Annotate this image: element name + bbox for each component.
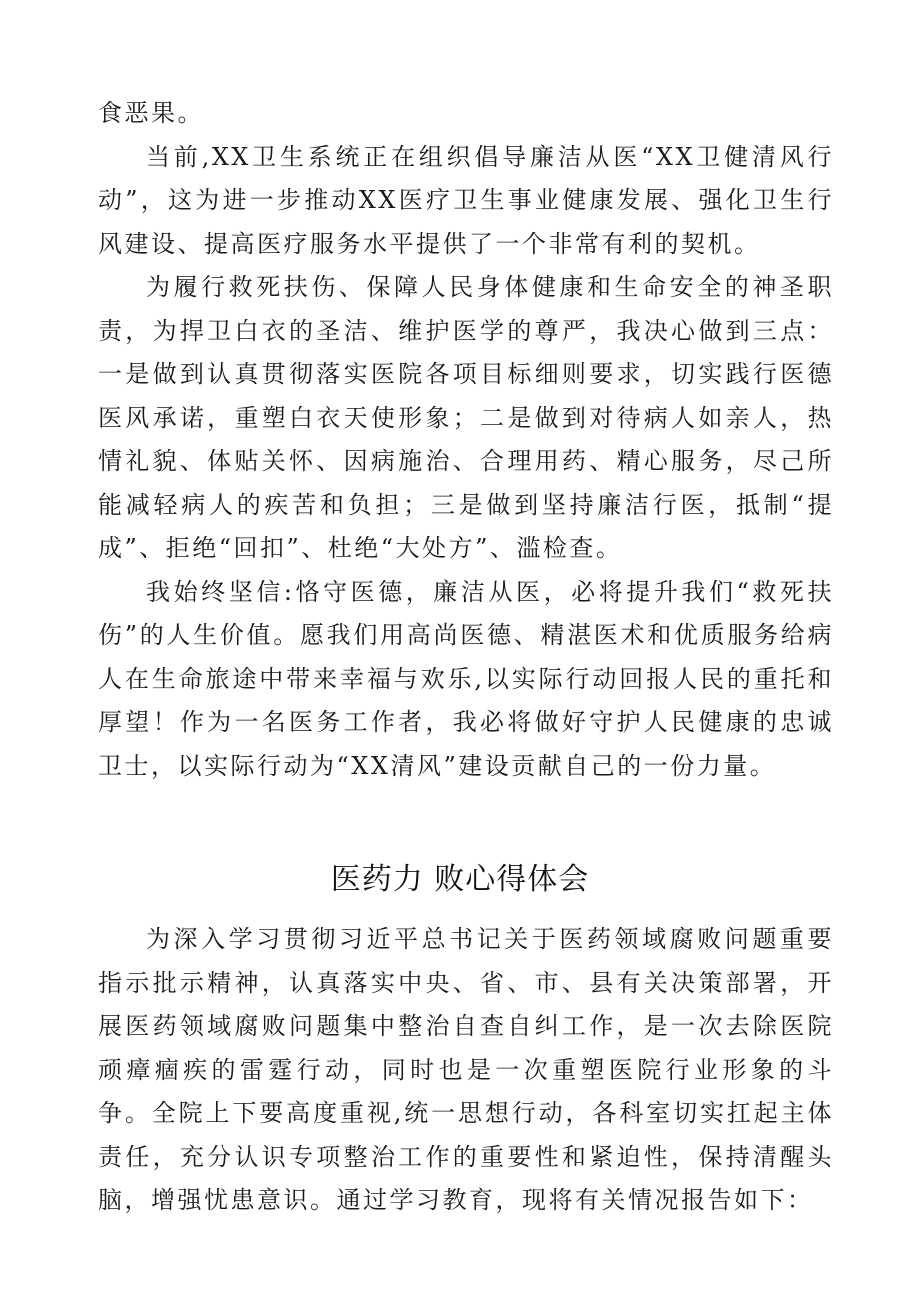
paragraph-2-1: 为深入学习贯彻习近平总书记关于医药领域腐败问题重要指示批示精神，认真落实中央、省、市、县有关决策部署，开展医药领域腐败问题集中整治自查自纠工作，是一次去除医院顽瘴痼疾的雷霆行动，同时也是一次重塑医院行业形象的斗争。全院上下要高度重视,统一思想行动，各科室切实扛起主体责任，充分认识专项整治工作的重要性和紧迫性，保持清醒头脑，增强忧患意识。通过学习教育，现将有关情况报告如下： xyxy=(98,925,834,1214)
paragraph-1-3: 为履行救死扶伤、保障人民身体健康和生命安全的神圣职责，为捍卫白衣的圣洁、维护医学的尊严，我决心做到三点：一是做到认真贯彻落实医院各项目标细则要求，切实践行医德医风承诺，重塑白衣天使形象；二是做到对待病人如亲人，热情礼貌、体贴关怀、因病施治、合理用药、精心服务，尽己所能减轻病人的疾苦和负担；三是做到坚持廉洁行医，抵制“提成”、拒绝“回扣”、杜绝“大处方”、滥检查。 xyxy=(98,273,834,562)
paragraph-1-4: 我始终坚信:恪守医德，廉洁从医，必将提升我们“救死扶伤”的人生价值。愿我们用高尚医德、精湛医术和优质服务给病人在生命旅途中带来幸福与欢乐,以实际行动回报人民的重托和厚望！作为一名医务工作者，我必将做好守护人民健康的忠诚卫士，以实际行动为“XX清风”建设贡献自己的一份力量。 xyxy=(98,577,834,780)
paragraph-1-1: 食恶果。 xyxy=(98,99,204,127)
section-2-body xyxy=(98,918,834,1223)
section-2-title: 医药力 败心得体会 xyxy=(330,862,590,897)
paragraph-1-2: 当前,XX卫生系统正在组织倡导廉洁从医“XX卫健清风行动”，这为进一步推动XX医疗卫生事业健康发展、强化卫生行风建设、提高医疗服务水平提供了一个非常有利的契机。 xyxy=(98,142,834,258)
section-1-body xyxy=(98,92,834,788)
